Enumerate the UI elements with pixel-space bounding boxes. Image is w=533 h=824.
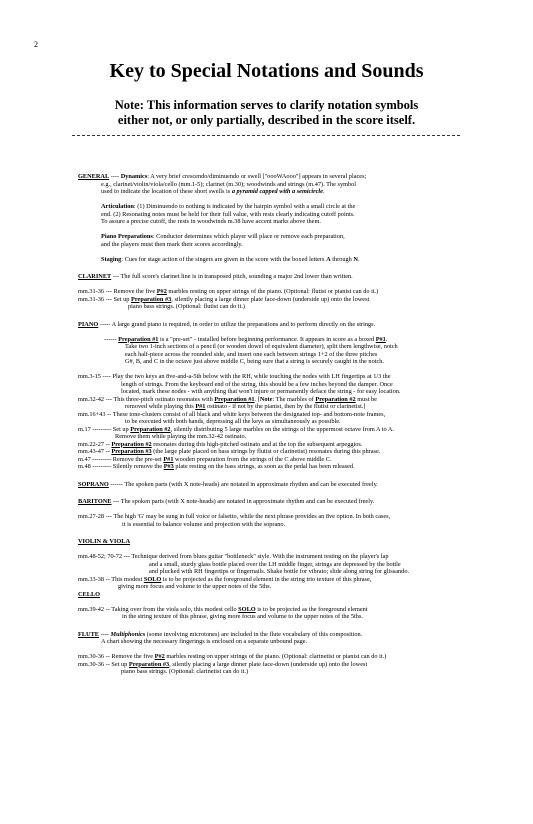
flute-intro	[78, 631, 458, 639]
text: Preparation #3	[128, 660, 170, 668]
text: wooden preparation from the strings of the C above middle C.	[173, 455, 332, 463]
section-piano	[78, 321, 458, 471]
section-baritone	[78, 498, 458, 528]
baritone-m1: mm.27-28 --- The high 'G' may be sung in full voice or falsetto, while the next phrase provides an 8ve option. In both cases,	[78, 513, 391, 520]
text: P#2	[154, 653, 165, 660]
piano-prep-line-1	[78, 233, 458, 241]
section-soprano	[78, 481, 458, 489]
text: is to be projected as the foreground element in the string trio texture of this phrase,	[161, 575, 372, 583]
articulation-line-3: To assure a precise cutoff, the rests in woodwinds m.38 have accent marks above them.	[101, 218, 321, 225]
text: ostinato - if not by the pianist, then by the flutist or clarinetist.]	[205, 403, 366, 410]
staging-line	[78, 256, 458, 264]
text: mm.31-36 --- Remove the five	[78, 288, 157, 295]
violin-viola-heading-line	[78, 538, 458, 546]
piano-m6-cont: Remove them while playing the mm.32-42 ostinato.	[115, 433, 247, 440]
text: .	[385, 335, 388, 343]
text: ----	[99, 630, 111, 638]
baritone-heading: BARITONE	[78, 498, 112, 505]
violin-viola-m1: mm.48-52; 70-72 --- Technique derived from blues guitar "bottleneck" style. With the instrument resting on the player's lap	[78, 553, 389, 560]
flute-m1	[78, 653, 458, 661]
text: marbles resting on upper strings of the piano. (Optional: flutist or pianist can do it.)	[166, 288, 379, 295]
text: used to indicate the location of these short swells is	[101, 188, 232, 195]
note-line-1: Note: This information serves to clarify notation symbols	[114, 98, 419, 112]
text: , silently distributing 5 large marbles on the strings of the uppermost octave from A to A.	[170, 425, 394, 433]
dynamics-text: : A very brief crescendo/diminuendo or swell ["oooWAooo"] appears in several places;	[147, 173, 367, 180]
text: .	[357, 255, 360, 263]
piano-m3-l2: length of strings. From the keyboard end of the string, this should be a few inches beyond the damper. Once	[121, 380, 393, 388]
text: Note	[259, 395, 273, 403]
page-title: Key to Special Notations and Sounds	[109, 60, 424, 82]
note-block	[0, 98, 533, 128]
violin-viola-m1-l3: and plucked with RH fingertips or fingernails. Shake bottle for vibrato; slide along string for glissando.	[149, 568, 410, 575]
text: mm.22-27 --	[78, 440, 112, 448]
dashed-divider	[72, 135, 460, 136]
piano-m9	[78, 456, 458, 464]
dynamics-line-3	[78, 188, 458, 196]
piano-m4	[78, 396, 458, 404]
piano-prep-line-2: and the players must then mark their scores accordingly.	[101, 240, 243, 248]
text: m.47 --------- Remove the pre-set	[78, 455, 164, 463]
text: mm.43-47 --	[78, 448, 112, 455]
text: : Cues for stage action of the singers are given in the score with the boxed letters	[121, 255, 327, 263]
text: mm.31-36 --- Set up	[78, 295, 131, 303]
text: Preparation #3	[131, 295, 172, 303]
soprano-line	[78, 481, 458, 489]
text: : The marbles of	[272, 395, 316, 403]
baritone-line	[78, 498, 458, 506]
cello-heading: CELLO	[78, 590, 101, 598]
text: --- The full score's clarinet line is in transposed pitch, sounding a major 2nd lower than written.	[111, 273, 353, 280]
text: is a "pre-set" - installed before beginning performance. It appears in score as a boxed	[158, 335, 376, 343]
text: ------	[104, 335, 119, 343]
piano-intro	[78, 321, 458, 329]
text: must be	[355, 395, 377, 403]
text: N	[353, 255, 358, 263]
general-dynamics	[78, 173, 458, 181]
text: P#1	[195, 403, 206, 410]
text: plate resting on the bass strings, as soon as the pedal has been released.	[173, 463, 355, 470]
piano-m5-cont: to be executed with both hands, depressing all the keys as simultaneously as possible.	[125, 418, 341, 425]
piano-prep-label: Piano Preparations	[101, 233, 153, 240]
baritone-m1-cont: it is essential to balance volume and projection with the soprano.	[122, 520, 286, 528]
multiphonics-label: Multiphonics	[110, 630, 146, 638]
text: through	[330, 255, 354, 263]
violin-viola-m1-l2: and a small, sturdy glass bottle placed over the LH middle finger, strings are depressed by the bottle	[149, 560, 401, 568]
flute-intro-l2: A chart showing the necessary fingerings is enclosed on a separate unbound page.	[101, 638, 308, 645]
text: (some involving microtones) are included in the flute vocabulary of this composition.	[145, 630, 363, 638]
text: .	[322, 188, 325, 195]
clarinet-heading: CLARINET	[78, 273, 112, 280]
text: mm.33-38 -- This modest	[78, 575, 144, 583]
text: : (1) Diminuendo to nothing is indicated by the hairpin symbol with a small circle at the	[133, 203, 356, 210]
text: SOLO	[143, 575, 162, 583]
piano-m5: mm.16+43 -- These tone-clusters consist of all black and white keys between the designated top- and bottom-note frames,	[78, 410, 386, 418]
text: marbles resting on upper strings of the piano. (Optional: clarinetist or pianist can do it.)	[164, 653, 387, 660]
text: mm.30-36 -- Remove the five	[78, 653, 155, 660]
clarinet-intro	[78, 273, 458, 281]
text: is to be projected as the foreground element	[255, 605, 368, 613]
text: ----- A large grand piano is required, in order to utilize the preparations and to perform directly on the strings.	[98, 320, 376, 328]
violin-viola-heading: VIOLIN & VIOLA	[78, 538, 131, 545]
staging-label: Staging	[101, 255, 122, 263]
articulation-line-2: end. (2) Resonating notes must be held for their full value, with rests clearly indicating cutoff points.	[101, 210, 355, 218]
flute-m2-cont: piano bass strings. (Optional: clarinetist can do it.)	[121, 668, 249, 675]
text: mm.30-36 -- Set up	[78, 660, 129, 668]
piano-prep1	[78, 336, 458, 344]
dash: ----	[109, 173, 121, 180]
text: , silently placing a large dinner plate face-down (underside up) onto the lowest	[169, 660, 368, 668]
text: Preparation #2	[315, 395, 356, 403]
text: P#1	[375, 335, 386, 343]
text: , silently placing a large dinner plate face-down (underside up) onto the lowest	[171, 295, 370, 303]
cello-m1	[78, 606, 458, 614]
text: Preparation #1	[214, 395, 255, 403]
clarinet-m2-cont: piano bass strings. (Optional: flutist can do it.)	[128, 303, 246, 310]
section-violin-viola	[78, 538, 458, 598]
articulation-label: Articulation	[101, 203, 134, 210]
piano-m4-cont	[78, 403, 458, 411]
section-flute	[78, 631, 458, 676]
piano-prep1-l4: G#, B, and C in the octave just above middle C, being sure that a string is securely caught in the notch.	[125, 358, 384, 365]
text: A	[326, 255, 331, 263]
text: --- The spoken parts (with X note-heads) are notated in approximate rhythm and can be executed freely.	[111, 498, 375, 505]
text: Preparation #1	[118, 335, 159, 343]
clarinet-m1	[78, 288, 458, 296]
dynamics-line-2: e.g., clarinet/violin/viola/cello (mm.1-5); clarinet (m.30); woodwinds and strings (m.47). The symbol	[101, 180, 357, 188]
text: P#3	[163, 463, 174, 470]
text: Preparation #2	[111, 440, 152, 448]
cello-m1-cont: in the string texture of this phrase, giving more focus and volume to the upper notes of the 5ths.	[122, 613, 363, 620]
flute-heading: FLUTE	[78, 630, 99, 638]
piano-m6	[78, 426, 458, 434]
text: . [	[254, 395, 260, 403]
violin-viola-m2	[78, 576, 458, 584]
text: m.17 --------- Set up	[78, 425, 131, 433]
clarinet-m2	[78, 296, 458, 304]
text: : Conductor determines which player will place or remove each preparation,	[152, 233, 345, 240]
section-general	[78, 173, 458, 263]
text: P#2	[156, 288, 167, 295]
text: P#1	[163, 455, 174, 463]
piano-m3-l3: located, mark these nodes - with anything that won't injure or permanently deface the string - for easy location.	[121, 388, 401, 395]
text: (the large plate placed on bass strings by flutist or clarinetist) resonates during this phrase.	[151, 448, 381, 455]
text: ------ The spoken parts (with X note-heads) are notated in approximate rhythm and can be executed freely.	[108, 480, 378, 488]
text: removed while playing this	[125, 403, 196, 410]
piano-heading: PIANO	[78, 320, 99, 328]
dynamics-label: Dynamics	[120, 173, 148, 180]
section-clarinet	[78, 273, 458, 311]
text: mm.32-42 --- This three-pitch ostinato resonates with	[78, 395, 215, 403]
section-cello	[78, 606, 458, 621]
violin-viola-m2-cont: giving more focus and volume to the upper notes of the 5ths.	[118, 583, 272, 590]
piano-m7	[78, 441, 458, 449]
general-heading: GENERAL	[78, 173, 110, 180]
flute-m2	[78, 661, 458, 669]
text: mm.39-42 -- Taking over from the viola solo, this modest cello	[78, 605, 239, 613]
text: m.48 --------- Silently remove the	[78, 463, 164, 470]
page-number: 2	[34, 40, 38, 49]
piano-prep1-l3: each half-piece across the rounded side, and insert one each between strings 1+2 of the three pitches	[125, 350, 378, 358]
articulation-line-1	[78, 203, 458, 211]
text: SOLO	[238, 605, 256, 613]
text: Preparation #2	[130, 425, 171, 433]
pyramid-symbol-text: a pyramid capped with a semicircle	[231, 188, 323, 195]
piano-m8	[78, 448, 458, 456]
piano-prep1-l2: Take two 1-inch sections of a pencil (or wooden dowel of equivalent diameter), split them lengthwise, notch	[125, 343, 398, 350]
cello-heading-line	[78, 591, 458, 599]
soprano-heading: SOPRANO	[78, 480, 109, 488]
note-line-2: either not, or only partially, described in the score itself.	[117, 113, 416, 127]
text: Preparation #3	[111, 448, 152, 455]
piano-m10	[78, 463, 458, 471]
text: resonates during this high-pitched ostinato and at the top the subsequent arpeggios.	[151, 440, 363, 448]
piano-m3-l1: mm.3-15 ---- Play the two keys an 8ve-and-a-5th below with the RH, while touching the nodes with LH fingertips at 1/3 the	[78, 373, 391, 380]
notes-body	[78, 173, 458, 676]
